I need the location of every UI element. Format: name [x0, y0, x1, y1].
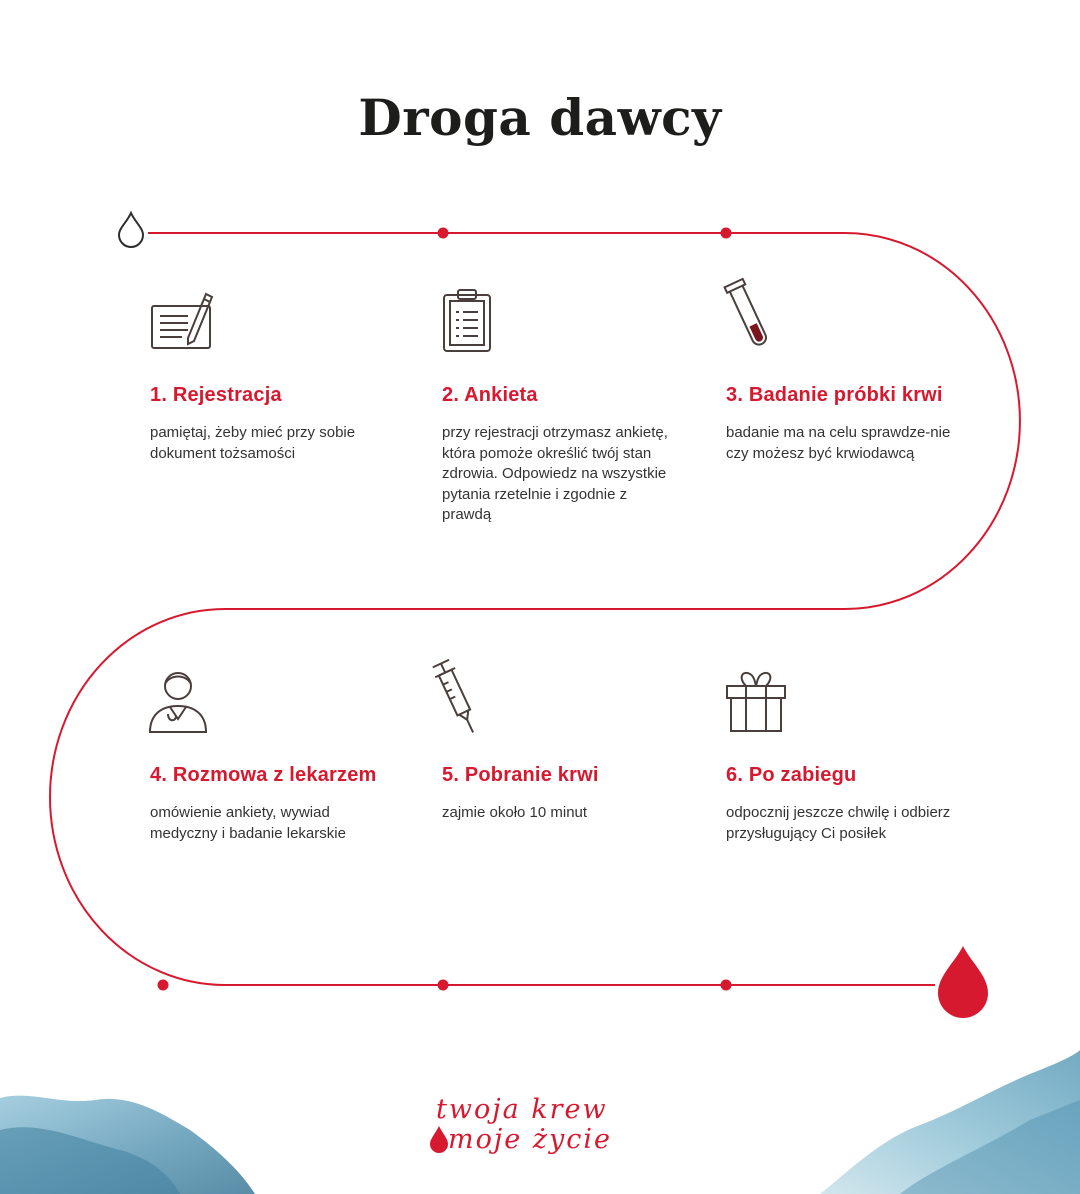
- step-doctor-interview: [150, 764, 410, 844]
- doctor-icon: [146, 664, 210, 734]
- path-dot: [438, 980, 449, 991]
- logo-line1: twoja krew: [436, 1094, 608, 1125]
- test-tube-icon: [720, 274, 776, 360]
- syringe-icon: [432, 656, 482, 740]
- step-description: pamiętaj, żeby mieć przy sobie dokument tożsamości: [150, 424, 356, 462]
- logo-line2: moje życie: [448, 1124, 613, 1155]
- blood-drop-icon: [938, 946, 988, 1018]
- step-title: 3. Badanie próbki krwi: [726, 384, 943, 406]
- step-description: omówienie ankiety, wywiad medyczny i badanie lekarskie: [150, 804, 346, 842]
- step-title: 1. Rejestracja: [150, 384, 282, 406]
- start-drop-icon: [119, 213, 143, 247]
- logo-drop-icon: [428, 1124, 450, 1154]
- step-after-procedure: [726, 764, 986, 844]
- step-description: zajmie około 10 minut: [442, 804, 588, 821]
- step-description: odpocznij jeszcze chwilę i odbierz przysługujący Ci posiłek: [726, 804, 951, 842]
- path-dot: [158, 980, 169, 991]
- step-title: 2. Ankieta: [442, 384, 538, 406]
- path-dot: [721, 980, 732, 991]
- path-dot: [438, 228, 449, 239]
- step-blood-test: [726, 384, 986, 464]
- path-dot: [721, 228, 732, 239]
- step-registration: [150, 384, 410, 464]
- step-title: 5. Pobranie krwi: [442, 764, 599, 786]
- clipboard-icon: [440, 286, 496, 356]
- step-description: przy rejestracji otrzymasz ankietę, która pomoże określić twój stan zdrowia. Odpowiedz na wszystkie pytania rzetelnie i zgodnie z prawdą: [442, 424, 668, 523]
- page-title: Droga dawcy: [358, 88, 722, 147]
- registration-form-icon: [148, 286, 218, 356]
- step-description: badanie ma na celu sprawdze-nie czy możesz być krwiodawcą: [726, 424, 951, 462]
- step-title: 6. Po zabiegu: [726, 764, 857, 786]
- step-title: 4. Rozmowa z lekarzem: [150, 764, 377, 786]
- step-questionnaire: [442, 384, 702, 526]
- gift-icon: [724, 668, 788, 734]
- step-blood-donation: [442, 764, 702, 824]
- logo: [428, 1094, 658, 1158]
